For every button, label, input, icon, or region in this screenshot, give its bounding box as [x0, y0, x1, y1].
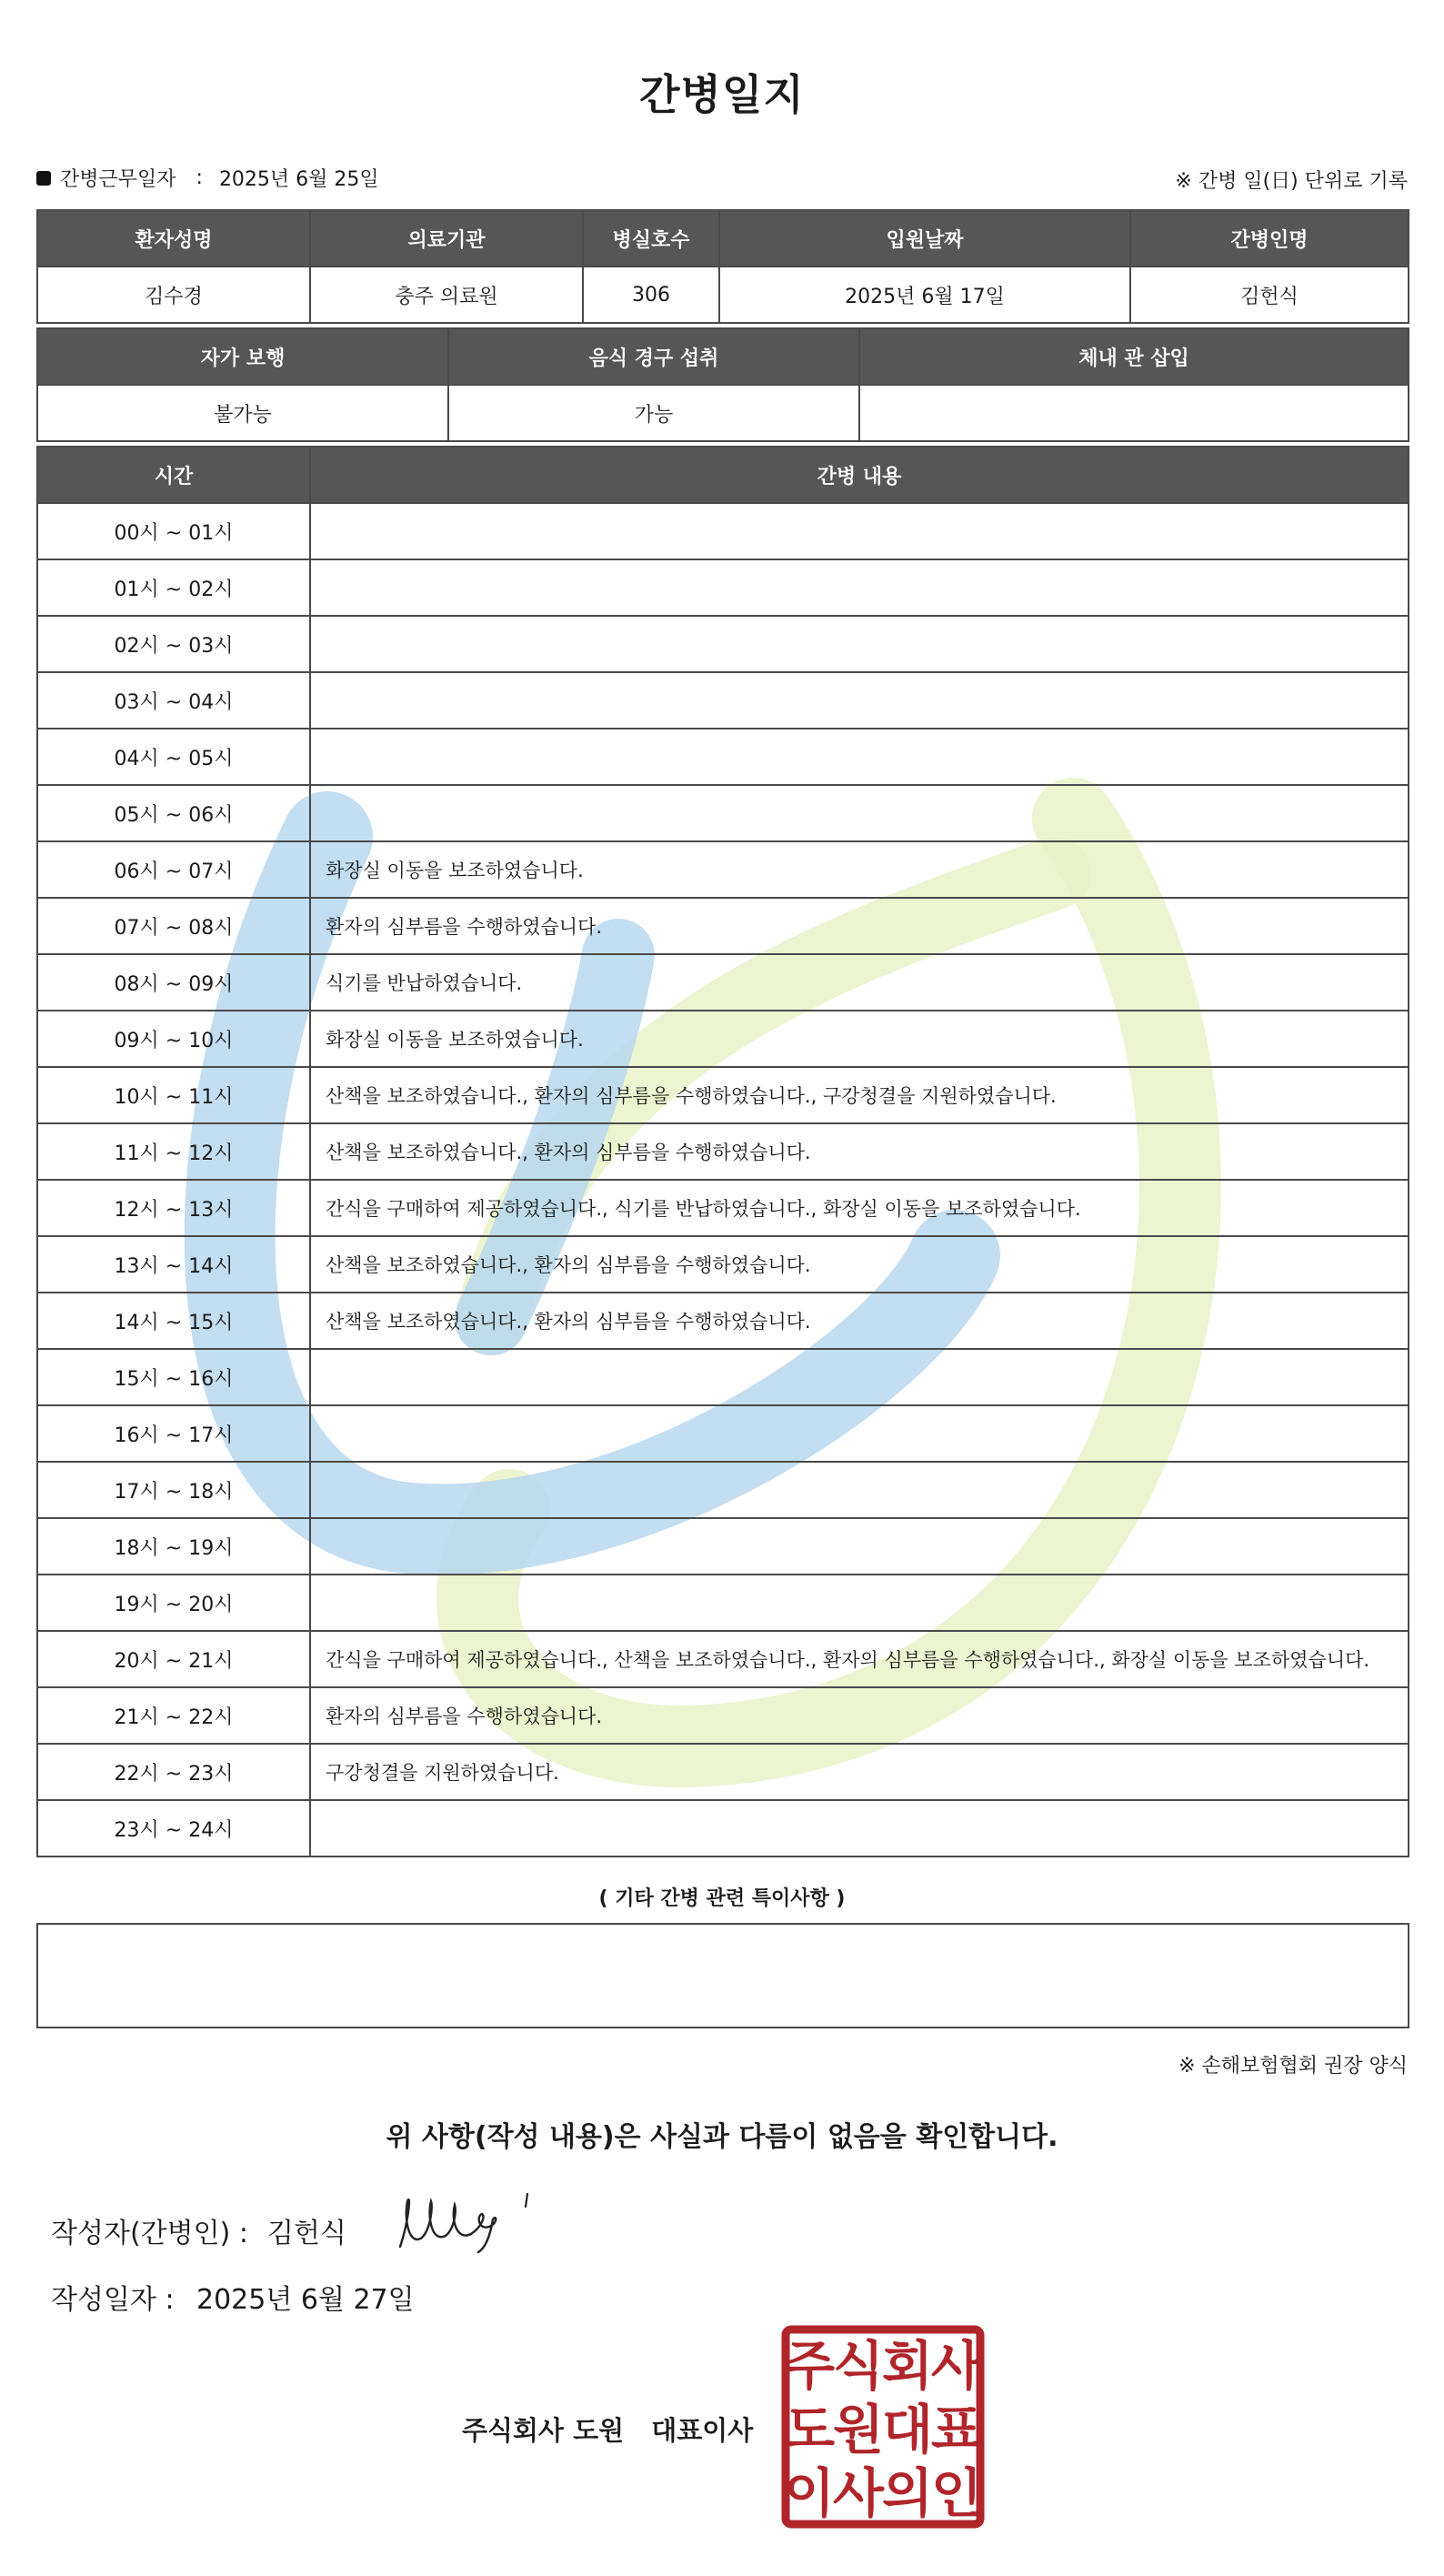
admission-date: 2025년 6월 17일: [719, 267, 1130, 323]
log-time-cell: 19시 ~ 20시: [37, 1575, 310, 1631]
table-row: [37, 672, 1409, 729]
log-time-cell: 22시 ~ 23시: [37, 1744, 310, 1800]
header-care-content: 간병 내용: [310, 447, 1409, 503]
log-time-cell: 01시 ~ 02시: [37, 559, 310, 616]
log-content-cell: [310, 1575, 1409, 1631]
write-date-line: [51, 2277, 415, 2317]
tube-insertion-value: [859, 385, 1409, 441]
company-seal-stamp: [780, 2324, 986, 2530]
page-title: 간병일지: [639, 70, 805, 119]
table-row: [37, 1067, 1409, 1123]
table-row: [37, 1293, 1409, 1349]
table-row: [37, 1744, 1409, 1800]
signature-image: [391, 2183, 546, 2256]
table-row: [37, 1405, 1409, 1462]
table-row: [37, 729, 1409, 785]
log-content-cell: 간식을 구매하여 제공하였습니다., 산책을 보조하였습니다., 환자의 심부름을 수행하였습니다., 화장실 이동을 보조하였습니다.: [310, 1631, 1409, 1687]
seal-character: 주: [783, 2335, 836, 2397]
header-oral-intake: 음식 경구 섭취: [448, 328, 859, 385]
header-hospital: 의료기관: [310, 210, 583, 267]
log-time-cell: 23시 ~ 24시: [37, 1800, 310, 1857]
write-date-label: 작성일자 :: [51, 2284, 175, 2316]
log-content-cell: 화장실 이동을 보조하였습니다.: [310, 1011, 1409, 1067]
log-content-cell: 산책을 보조하였습니다., 환자의 심부름을 수행하였습니다., 구강청결을 지원하였습니다.: [310, 1067, 1409, 1123]
log-time-cell: 15시 ~ 16시: [37, 1349, 310, 1405]
table-row: [37, 559, 1409, 616]
writer-line: [51, 2210, 346, 2250]
work-date: [36, 164, 379, 192]
self-walking-value: 불가능: [37, 385, 448, 441]
table-row: [37, 503, 1409, 559]
writer-name: 김헌식: [267, 2218, 346, 2249]
log-time-cell: 17시 ~ 18시: [37, 1462, 310, 1518]
writer-label: 작성자(간병인) :: [51, 2218, 248, 2249]
log-time-cell: 07시 ~ 08시: [37, 898, 310, 954]
table-row: [37, 841, 1409, 898]
patient-status-table: [36, 327, 1409, 442]
log-time-cell: 08시 ~ 09시: [37, 954, 310, 1011]
seal-character: 이: [783, 2462, 836, 2524]
header-self-walking: 자가 보행: [37, 328, 448, 385]
table-row: [37, 954, 1409, 1011]
table-row: [37, 385, 1409, 441]
seal-character: 사: [930, 2335, 983, 2397]
table-row: [37, 1011, 1409, 1067]
form-source-note: ※ 손해보험협회 권장 양식: [1178, 2055, 1408, 2078]
seal-character: 원: [832, 2399, 885, 2460]
log-time-cell: 11시 ~ 12시: [37, 1123, 310, 1180]
seal-character: 대: [881, 2399, 934, 2460]
remarks-title: ( 기타 간병 관련 특이사항 ): [598, 1887, 846, 1910]
patient-name: 김수경: [37, 267, 310, 323]
header-tube-insertion: 체내 관 삽입: [859, 328, 1409, 385]
square-bullet-icon: [36, 171, 51, 186]
log-content-cell: [310, 1349, 1409, 1405]
work-date-colon: :: [196, 166, 203, 189]
table-row: [37, 785, 1409, 841]
seal-character: 식: [832, 2335, 885, 2397]
table-row: [37, 1687, 1409, 1744]
table-row: [37, 1349, 1409, 1405]
unit-note: ※ 간병 일(日) 단위로 기록: [1175, 170, 1408, 193]
log-content-cell: [310, 1405, 1409, 1462]
work-date-value: 2025년 6월 25일: [218, 168, 379, 191]
hourly-care-log-table: [36, 446, 1409, 1857]
log-time-cell: 18시 ~ 19시: [37, 1518, 310, 1575]
seal-character: 도: [783, 2399, 836, 2460]
table-row: [37, 898, 1409, 954]
log-content-cell: 화장실 이동을 보조하였습니다.: [310, 841, 1409, 898]
log-time-cell: 00시 ~ 01시: [37, 503, 310, 559]
log-content-cell: [310, 785, 1409, 841]
log-content-cell: 산책을 보조하였습니다., 환자의 심부름을 수행하였습니다.: [310, 1236, 1409, 1293]
log-time-cell: 12시 ~ 13시: [37, 1180, 310, 1236]
log-content-cell: 환자의 심부름을 수행하였습니다.: [310, 898, 1409, 954]
log-content-cell: [310, 503, 1409, 559]
seal-character: 사: [832, 2462, 885, 2524]
log-time-cell: 02시 ~ 03시: [37, 616, 310, 672]
table-row: [37, 1631, 1409, 1687]
log-time-cell: 05시 ~ 06시: [37, 785, 310, 841]
log-time-cell: 04시 ~ 05시: [37, 729, 310, 785]
seal-character: 표: [930, 2399, 983, 2460]
seal-character: 회: [881, 2335, 934, 2397]
log-content-cell: [310, 729, 1409, 785]
company-line: [462, 2410, 753, 2448]
header-caregiver-name: 간병인명: [1130, 210, 1409, 267]
log-content-cell: [310, 672, 1409, 729]
seal-character: 의: [881, 2462, 934, 2524]
header-room-number: 병실호수: [583, 210, 719, 267]
table-header-row: [37, 210, 1409, 267]
table-header-row: [37, 447, 1409, 503]
log-content-cell: [310, 616, 1409, 672]
table-header-row: [37, 328, 1409, 385]
log-time-cell: 16시 ~ 17시: [37, 1405, 310, 1462]
log-content-cell: 구강청결을 지원하였습니다.: [310, 1744, 1409, 1800]
log-time-cell: 21시 ~ 22시: [37, 1687, 310, 1744]
log-content-cell: 산책을 보조하였습니다., 환자의 심부름을 수행하였습니다.: [310, 1123, 1409, 1180]
log-time-cell: 13시 ~ 14시: [37, 1236, 310, 1293]
header-patient-name: 환자성명: [37, 210, 310, 267]
room-number: 306: [583, 267, 719, 323]
header-admission-date: 입원날짜: [719, 210, 1130, 267]
table-row: [37, 267, 1409, 323]
oral-intake-value: 가능: [448, 385, 859, 441]
log-content-cell: [310, 1800, 1409, 1857]
log-content-cell: 환자의 심부름을 수행하였습니다.: [310, 1687, 1409, 1744]
log-content-cell: 간식을 구매하여 제공하였습니다., 식기를 반납하였습니다., 화장실 이동을 보조하였습니다.: [310, 1180, 1409, 1236]
table-row: [37, 1518, 1409, 1575]
table-row: [37, 1462, 1409, 1518]
header-time: 시간: [37, 447, 310, 503]
log-time-cell: 06시 ~ 07시: [37, 841, 310, 898]
write-date-value: 2025년 6월 27일: [196, 2284, 415, 2316]
log-content-cell: [310, 1518, 1409, 1575]
company-name: 주식회사 도원: [462, 2415, 625, 2446]
confirmation-statement: 위 사항(작성 내용)은 사실과 다름이 없음을 확인합니다.: [386, 2121, 1058, 2153]
log-content-cell: [310, 559, 1409, 616]
work-date-label: 간병근무일자: [60, 168, 176, 191]
log-time-cell: 14시 ~ 15시: [37, 1293, 310, 1349]
log-time-cell: 09시 ~ 10시: [37, 1011, 310, 1067]
patient-info-table: [36, 209, 1409, 324]
ceo-title: 대표이사: [651, 2415, 754, 2446]
log-time-cell: 10시 ~ 11시: [37, 1067, 310, 1123]
hospital-name: 충주 의료원: [310, 267, 583, 323]
table-row: [37, 1800, 1409, 1857]
seal-character: 인: [930, 2462, 983, 2524]
table-row: [37, 1180, 1409, 1236]
log-content-cell: 산책을 보조하였습니다., 환자의 심부름을 수행하였습니다.: [310, 1293, 1409, 1349]
log-content-cell: 식기를 반납하였습니다.: [310, 954, 1409, 1011]
table-row: [37, 1123, 1409, 1180]
log-body: [37, 503, 1409, 1857]
table-row: [37, 1236, 1409, 1293]
log-time-cell: 03시 ~ 04시: [37, 672, 310, 729]
caregiver-name: 김헌식: [1130, 267, 1409, 323]
log-content-cell: [310, 1462, 1409, 1518]
remarks-box: [36, 1923, 1409, 2028]
table-row: [37, 1575, 1409, 1631]
log-time-cell: 20시 ~ 21시: [37, 1631, 310, 1687]
table-row: [37, 616, 1409, 672]
